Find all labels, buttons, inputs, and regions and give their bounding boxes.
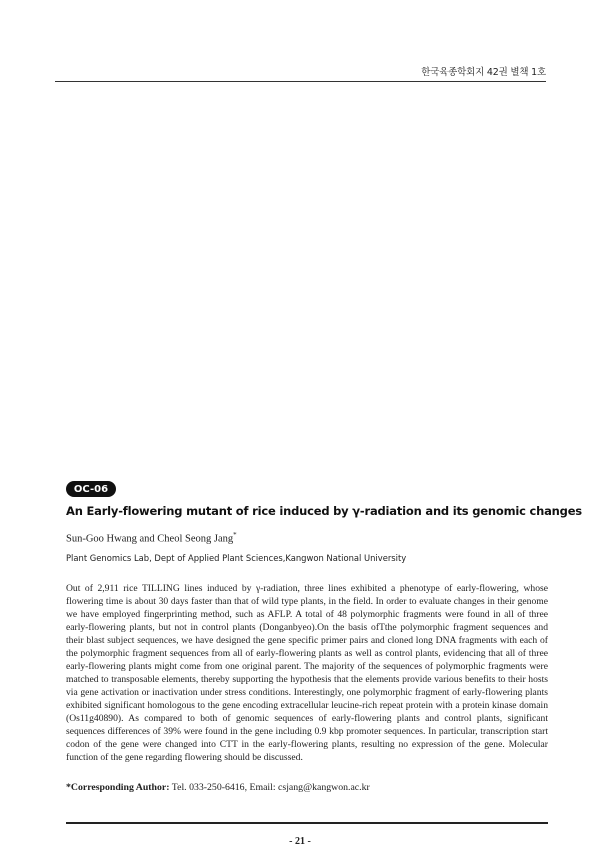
session-badge: OC-06 (66, 481, 116, 497)
header-divider (55, 81, 546, 82)
authors (66, 531, 237, 545)
abstract-text: Out of 2,911 rice TILLING lines induced by γ-radiation, three lines exhibited a phenotype of early-flowering, whose flowering time is about 30 days faster than that of wild type plants, in the field. In order to evaluate changes in their genome we have employed fingerprinting method, such as AFLP. A total of 48 polymorphic fragments were found in all of three early-flowering plants, but not in control plants (Donganbyeo).On the basis ofTthe polymorphic fragment sequences and their blast subject sequences, we have designed the gene specific primer pairs and cloned long DNA fragments with each of the polymorphic fragment sequences from all of early-flowering plants as well as control plants, evidencing that all of three early-flowering plants might come from one original parent. The majority of the sequences of polymorphic fragments were matched to transposable elements, thereby supporting the hypothesis that the elements provide various benefits to their hosts via gene activation or inactivation under stress conditions. Interestingly, one polymorphic fragment of early-flowering plants exhibited significant homologous to the gene encoding extracellular leucine-rich repeat protein with a protein kinase domain (Os11g40890). As compared to both of genomic sequences of early-flowering plants and control plants, significant sequences differences of 39% were found in the gene including 0.9 kbp promoter sequences. In particular, transcription start codon of the gene were changed into CTT in the early-flowering plants, resulting no expression of the gene. Molecular function of the gene regarding flowering should be discussed. (66, 583, 548, 763)
journal-header: 한국육종학회지 42권 별책 1호 (421, 67, 546, 78)
corresponding-author (66, 782, 370, 793)
affiliation: Plant Genomics Lab, Dept of Applied Plant Sciences,Kangwon National University (66, 553, 407, 563)
page-number: - 21 - (289, 836, 311, 847)
corresponding-label: *Corresponding Author: (66, 782, 170, 793)
corresponding-contact: Tel. 033-250-6416, Email: csjang@kangwon.ac.kr (169, 782, 370, 793)
paper-title: An Early-flowering mutant of rice induced by γ-radiation and its genomic changes (66, 504, 582, 518)
footer-divider (66, 822, 548, 824)
author-names: Sun-Goo Hwang and Cheol Seong Jang (66, 533, 234, 545)
corresponding-mark: * (233, 531, 237, 539)
